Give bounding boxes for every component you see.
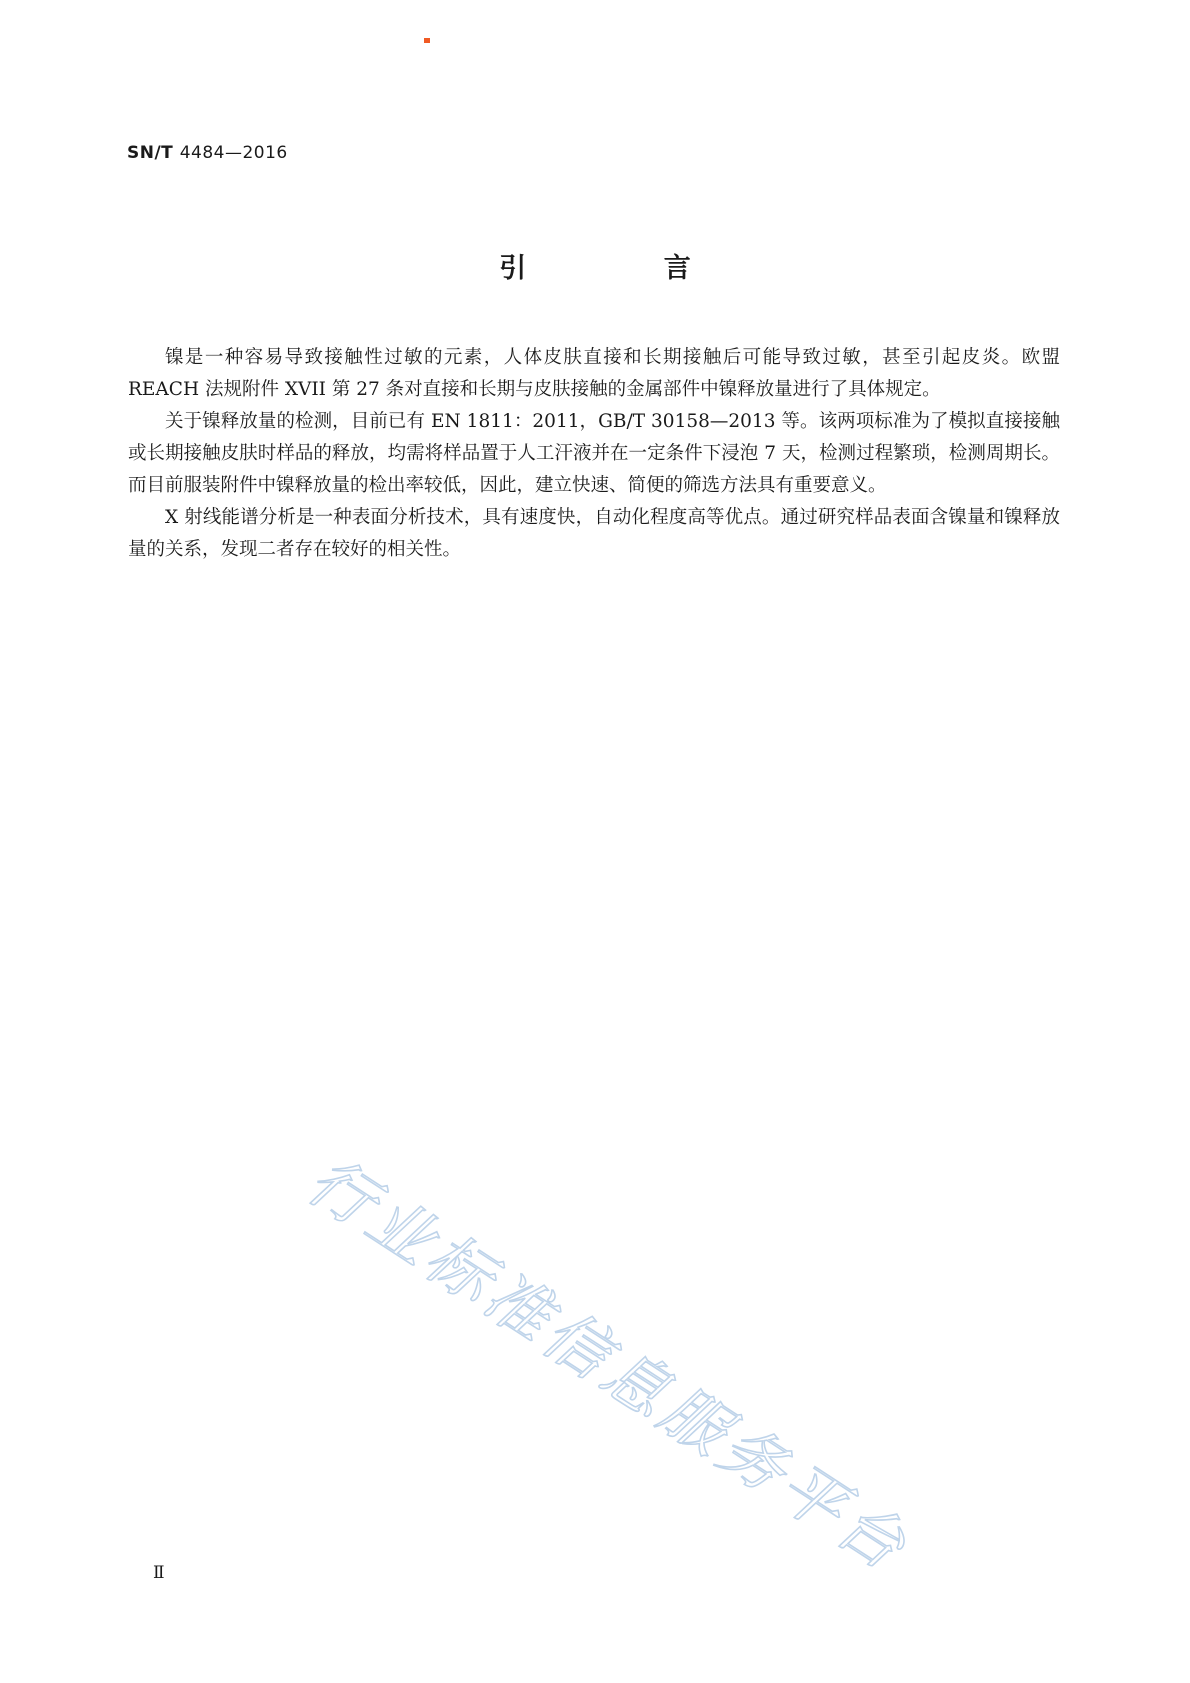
- page-title: 引 言: [499, 253, 755, 284]
- paragraph-3: X 射线能谱分析是一种表面分析技术，具有速度快，自动化程度高等优点。通过研究样品表面含镍量和镍释放量的关系，发现二者存在较好的相关性。: [128, 507, 1060, 560]
- page-number: Ⅱ: [153, 1563, 165, 1583]
- orange-marker: [424, 38, 430, 43]
- standard-number: [127, 143, 288, 163]
- standard-code: SN/T: [127, 143, 174, 163]
- paragraph-1: 镍是一种容易导致接触性过敏的元素，人体皮肤直接和长期接触后可能导致过敏，甚至引起皮炎。欧盟 REACH 法规附件 XVII 第 27 条对直接和长期与皮肤接触的金属部件中镍释放量进行了具体规定。: [128, 347, 1060, 400]
- paragraph-2: 关于镍释放量的检测，目前已有 EN 1811：2011，GB/T 30158—2013 等。该两项标准为了模拟直接接触或长期接触皮肤时样品的释放，均需将样品置于人工汗液并在一定条件下浸泡 7 天，检测过程繁琐，检测周期长。而目前服装附件中镍释放量的检出率较低，因此，建立快速、简便的筛选方法具有重要意义。: [128, 411, 1060, 496]
- introduction-body: [128, 342, 1060, 566]
- watermark: 行业标准信息服务平台: [294, 1144, 922, 1588]
- standard-year-number: 4484—2016: [179, 143, 288, 163]
